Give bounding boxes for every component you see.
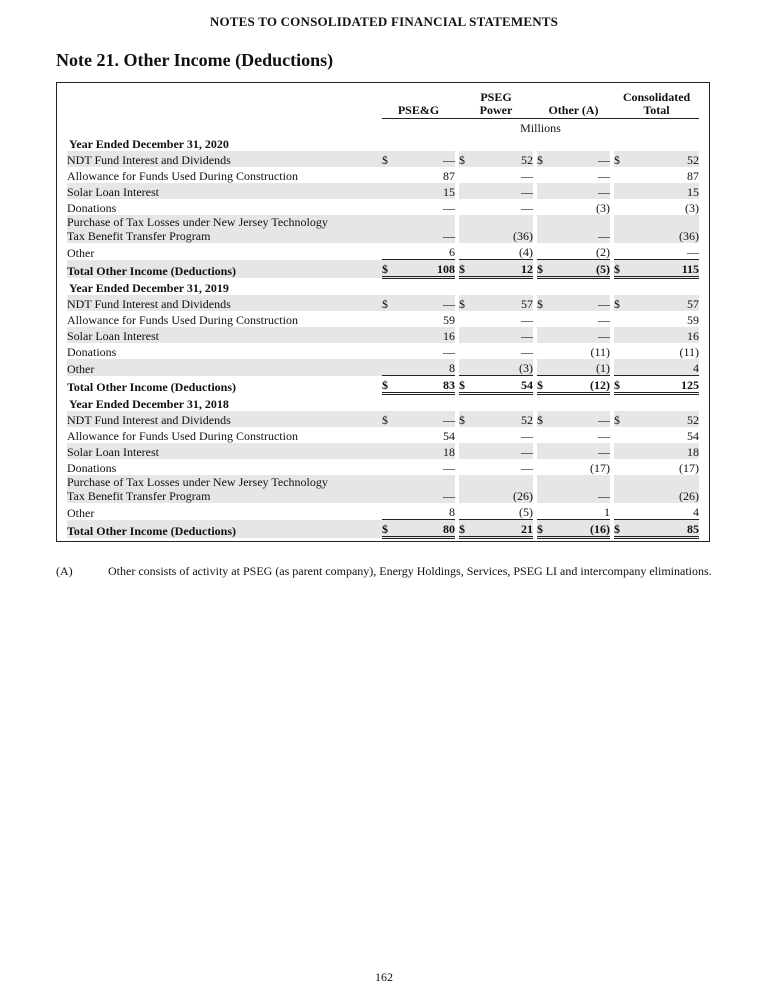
currency-symbol: $ [537, 295, 557, 311]
currency-symbol [614, 475, 634, 503]
value-cell: (11) [590, 345, 611, 359]
currency-symbol: $ [459, 520, 479, 538]
currency-symbol [382, 167, 402, 183]
value-cell: — [402, 215, 455, 243]
currency-symbol [614, 167, 634, 183]
total-value: (16) [557, 520, 610, 538]
row-label-line2: Tax Benefit Transfer Program [67, 489, 211, 503]
currency-symbol [614, 327, 634, 343]
currency-symbol: $ [537, 520, 557, 538]
table-row [67, 243, 699, 260]
total-value: 80 [402, 520, 455, 538]
note-title: Note 21. Other Income (Deductions) [56, 50, 334, 70]
value-cell: — [598, 429, 611, 443]
value-cell: 15 [402, 183, 455, 199]
value-cell: 54 [687, 429, 700, 443]
currency-symbol: $ [382, 295, 402, 311]
value-cell: (17) [590, 461, 611, 475]
page-header: NOTES TO CONSOLIDATED FINANCIAL STATEMENTS [209, 14, 559, 29]
value-cell: 57 [634, 295, 699, 311]
table-row [67, 327, 699, 343]
value-cell: 52 [634, 151, 699, 167]
value-cell: (36) [634, 215, 699, 243]
value-cell: (4) [519, 245, 533, 259]
currency-symbol [614, 183, 634, 199]
value-cell: (3) [685, 201, 700, 215]
section-header-row [67, 394, 699, 412]
currency-symbol [537, 243, 557, 260]
value-cell: — [479, 443, 533, 459]
section-title: Year Ended December 31, 2020 [69, 137, 229, 151]
currency-symbol: $ [537, 260, 557, 278]
value-cell: (26) [479, 475, 533, 503]
total-value: 115 [634, 260, 699, 278]
currency-symbol [537, 503, 557, 520]
units-row [67, 119, 699, 136]
currency-symbol [537, 427, 557, 443]
footnote-text: Other consists of activity at PSEG (as parent company), Energy Holdings, Services, PSEG LI and intercompany eliminations. [108, 564, 712, 578]
currency-symbol [459, 503, 479, 520]
value-cell: — [557, 183, 610, 199]
value-cell: — [521, 429, 533, 443]
currency-symbol [537, 459, 557, 475]
total-label: Total Other Income (Deductions) [67, 379, 236, 394]
row-label: NDT Fund Interest and Dividends [67, 151, 382, 167]
value-cell: — [557, 327, 610, 343]
row-label: Allowance for Funds Used During Construction [67, 313, 298, 327]
total-value: (5) [557, 260, 610, 278]
currency-symbol: $ [537, 411, 557, 427]
value-cell: — [557, 295, 610, 311]
currency-symbol: $ [382, 376, 402, 394]
table-row [67, 459, 699, 475]
currency-symbol: $ [614, 295, 634, 311]
value-cell: — [557, 151, 610, 167]
total-label: Total Other Income (Deductions) [67, 260, 382, 278]
table-row [67, 199, 699, 215]
currency-symbol: $ [537, 151, 557, 167]
currency-symbol [459, 199, 479, 215]
table-row [67, 343, 699, 359]
value-cell: 1 [604, 505, 611, 519]
page-number: 162 [375, 970, 393, 984]
total-label: Total Other Income (Deductions) [67, 520, 382, 538]
value-cell: — [557, 475, 610, 503]
row-label: Other [67, 505, 95, 520]
value-cell: — [521, 201, 533, 215]
total-value: 85 [634, 520, 699, 538]
value-cell: 52 [479, 411, 533, 427]
value-cell: 6 [449, 245, 455, 259]
value-cell: 59 [687, 313, 700, 327]
table-row [67, 503, 699, 520]
table-row [67, 427, 699, 443]
value-cell: — [479, 183, 533, 199]
total-value: 125 [634, 376, 699, 394]
currency-symbol: $ [614, 260, 634, 278]
currency-symbol: $ [459, 151, 479, 167]
currency-symbol [537, 199, 557, 215]
currency-symbol [459, 327, 479, 343]
currency-symbol [614, 359, 634, 376]
value-cell: 18 [634, 443, 699, 459]
row-label: Donations [67, 345, 117, 359]
currency-symbol [459, 167, 479, 183]
currency-symbol [459, 475, 479, 503]
total-value: 108 [402, 260, 455, 278]
total-row [67, 520, 699, 538]
currency-symbol [382, 343, 402, 359]
col-header-pseg-power: PSEG Power [459, 91, 533, 119]
value-cell: (36) [479, 215, 533, 243]
table-row [67, 359, 699, 376]
value-cell: 8 [449, 505, 455, 519]
row-label: Solar Loan Interest [67, 327, 382, 343]
currency-symbol: $ [382, 260, 402, 278]
currency-symbol [537, 343, 557, 359]
currency-symbol [537, 311, 557, 327]
value-cell: — [521, 313, 533, 327]
currency-symbol [614, 443, 634, 459]
currency-symbol [459, 343, 479, 359]
section-header-row [67, 278, 699, 296]
value-cell: (2) [596, 245, 611, 259]
row-label-line1: Purchase of Tax Losses under New Jersey Technology [67, 215, 328, 229]
value-cell: 18 [402, 443, 455, 459]
currency-symbol [382, 359, 402, 376]
value-cell: 87 [443, 169, 455, 183]
value-cell: — [402, 411, 455, 427]
currency-symbol [614, 427, 634, 443]
currency-symbol: $ [614, 411, 634, 427]
value-cell: 4 [693, 505, 700, 519]
currency-symbol [614, 459, 634, 475]
row-label: Other [67, 359, 382, 376]
table-row [67, 475, 699, 503]
table-row [67, 183, 699, 199]
currency-symbol [537, 167, 557, 183]
currency-symbol [382, 311, 402, 327]
value-cell: — [443, 461, 455, 475]
row-label: NDT Fund Interest and Dividends [67, 411, 382, 427]
value-cell: — [443, 201, 455, 215]
value-cell: 59 [443, 313, 455, 327]
currency-symbol [382, 427, 402, 443]
total-value: 12 [479, 260, 533, 278]
footnote-mark: (A) [56, 564, 73, 578]
currency-symbol: $ [614, 151, 634, 167]
currency-symbol [382, 475, 402, 503]
currency-symbol: $ [382, 520, 402, 538]
value-cell: (3) [479, 359, 533, 376]
value-cell: — [598, 169, 611, 183]
value-cell: 57 [479, 295, 533, 311]
value-cell: — [557, 443, 610, 459]
table-row [67, 411, 699, 427]
value-cell: (1) [557, 359, 610, 376]
currency-symbol [537, 359, 557, 376]
currency-symbol: $ [459, 376, 479, 394]
currency-symbol: $ [614, 376, 634, 394]
value-cell: 4 [634, 359, 699, 376]
currency-symbol: $ [537, 376, 557, 394]
value-cell: (17) [679, 461, 700, 475]
currency-symbol [459, 311, 479, 327]
value-cell: — [443, 345, 455, 359]
value-cell: (5) [519, 505, 533, 519]
value-cell: 54 [443, 429, 455, 443]
value-cell: 87 [687, 169, 700, 183]
value-cell: 16 [402, 327, 455, 343]
currency-symbol: $ [459, 295, 479, 311]
currency-symbol [537, 327, 557, 343]
total-row [67, 376, 699, 394]
value-cell: 15 [634, 183, 699, 199]
currency-symbol [382, 443, 402, 459]
currency-symbol [459, 359, 479, 376]
section-title: Year Ended December 31, 2019 [69, 281, 229, 295]
currency-symbol: $ [382, 411, 402, 427]
row-label: Other [67, 245, 95, 260]
currency-symbol: $ [459, 411, 479, 427]
currency-symbol [382, 215, 402, 243]
currency-symbol: $ [614, 520, 634, 538]
row-label: Solar Loan Interest [67, 443, 382, 459]
row-label: NDT Fund Interest and Dividends [67, 295, 382, 311]
units-label: Millions [382, 119, 699, 136]
total-value: 83 [402, 376, 455, 394]
value-cell: (26) [634, 475, 699, 503]
currency-symbol [382, 459, 402, 475]
value-cell: — [402, 295, 455, 311]
value-cell: 52 [634, 411, 699, 427]
footnote-a [56, 564, 716, 579]
currency-symbol [382, 327, 402, 343]
currency-symbol [537, 183, 557, 199]
value-cell: 8 [402, 359, 455, 376]
currency-symbol [537, 475, 557, 503]
row-label [67, 475, 382, 503]
currency-symbol [537, 215, 557, 243]
currency-symbol [459, 243, 479, 260]
value-cell: — [402, 475, 455, 503]
value-cell: 52 [479, 151, 533, 167]
table-row [67, 167, 699, 183]
value-cell: — [521, 461, 533, 475]
value-cell: — [598, 313, 611, 327]
row-label: Allowance for Funds Used During Construction [67, 429, 298, 443]
total-value: 21 [479, 520, 533, 538]
value-cell: — [557, 411, 610, 427]
row-label-line2: Tax Benefit Transfer Program [67, 229, 211, 243]
currency-symbol [459, 183, 479, 199]
row-label: Allowance for Funds Used During Construction [67, 169, 298, 183]
col-header-consolidated: Consolidated Total [614, 91, 699, 119]
currency-symbol [382, 243, 402, 260]
column-header-row [67, 91, 699, 119]
currency-symbol [459, 459, 479, 475]
value-cell: — [557, 215, 610, 243]
row-label: Donations [67, 201, 117, 215]
value-cell: — [687, 245, 700, 259]
value-cell: (11) [679, 345, 700, 359]
currency-symbol [459, 215, 479, 243]
section-title: Year Ended December 31, 2018 [69, 397, 229, 411]
currency-symbol [537, 443, 557, 459]
value-cell: 16 [634, 327, 699, 343]
value-cell: — [521, 345, 533, 359]
total-value: 54 [479, 376, 533, 394]
table-row [67, 311, 699, 327]
row-label: Donations [67, 461, 117, 475]
currency-symbol: $ [382, 151, 402, 167]
section-header-row [67, 135, 699, 151]
currency-symbol [382, 199, 402, 215]
value-cell: — [521, 169, 533, 183]
currency-symbol [614, 503, 634, 520]
table-row [67, 151, 699, 167]
row-label-line1: Purchase of Tax Losses under New Jersey Technology [67, 475, 328, 489]
currency-symbol [382, 503, 402, 520]
currency-symbol [614, 199, 634, 215]
currency-symbol [459, 443, 479, 459]
currency-symbol [382, 183, 402, 199]
row-label [67, 215, 382, 243]
currency-symbol [614, 243, 634, 260]
currency-symbol [614, 343, 634, 359]
currency-symbol [459, 427, 479, 443]
value-cell: — [479, 327, 533, 343]
col-header-other: Other (A) [537, 91, 610, 119]
col-header-psege: PSE&G [382, 91, 455, 119]
currency-symbol: $ [459, 260, 479, 278]
total-row [67, 260, 699, 278]
currency-symbol [614, 215, 634, 243]
other-income-table [67, 91, 699, 539]
value-cell: (3) [596, 201, 611, 215]
currency-symbol [614, 311, 634, 327]
total-value: (12) [557, 376, 610, 394]
table-row [67, 215, 699, 243]
table-row [67, 443, 699, 459]
table-row [67, 295, 699, 311]
financial-table-box [56, 82, 710, 542]
row-label: Solar Loan Interest [67, 183, 382, 199]
value-cell: — [402, 151, 455, 167]
